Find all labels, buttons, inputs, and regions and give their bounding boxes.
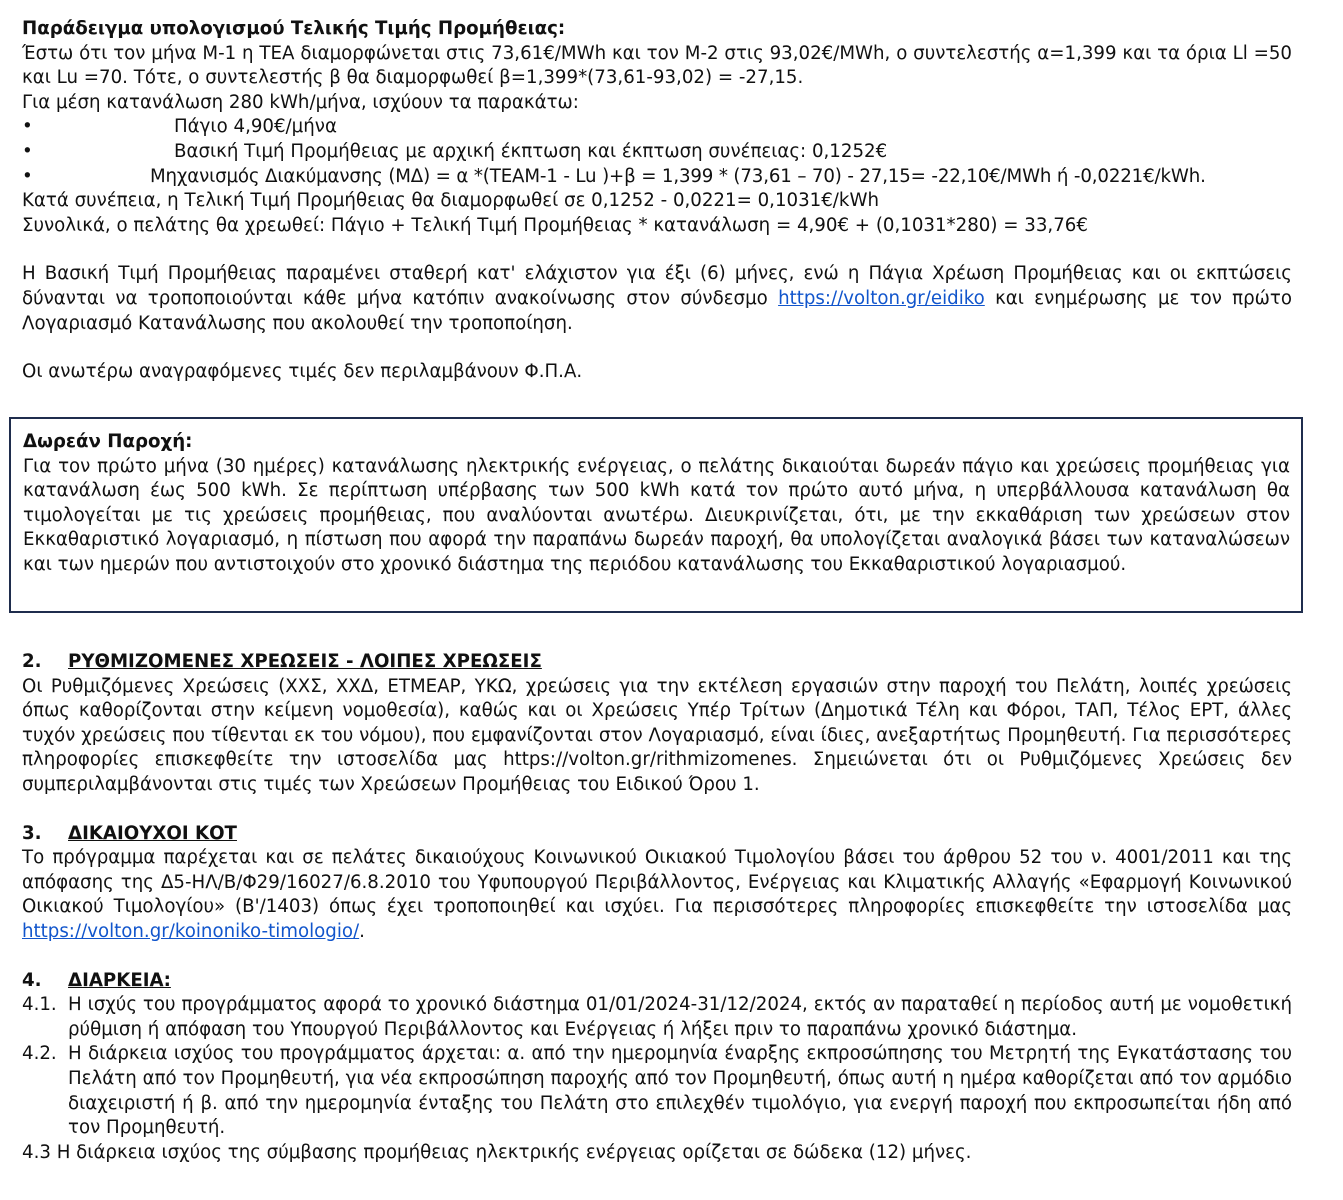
free-provision-text: Για τον πρώτο μήνα (30 ημέρες) κατανάλωσης ηλεκτρικής ενέργειας, ο πελάτης δικαιούται δωρεάν πάγιο και χρεώσεις προμήθειας για κατανάλωση έως 500 kWh. Σε περίπτωση υπέρβασης των 500 kWh κατά τον πρώτο αυτό μήνα, η υπερβάλλουσα κατανάλωση θα τιμολογείται με τις χρεώσεις προμήθειας, που αναλύονται ανωτέρω. Διευκρινίζεται, ότι, με την εκκαθάριση των χρεώσεων στον Εκκαθαριστικό λογαριασμό, η πίστωση που αφορά την παραπάνω δωρεάν παροχή, θα υπολογίζεται αναλογικά βάσει των καταναλώσεων και των ημερών που αντιστοιχούν στο χρονικό διάστημα της περιόδου κατανάλωσης του Εκκαθαριστικού λογαριασμού. <box>23 455 1290 575</box>
duration-item-text: Η ισχύς του προγράμματος αφορά το χρονικό διάστημα 01/01/2024-31/12/2024, εκτός αν παραταθεί η περίοδος αυτή με νομοθετική ρύθμιση ή απόφαση του Υπουργού Περιβάλλοντος και Ενέργειας ή λήξει πριν το παραπάνω χρονικό διάστημα. <box>68 994 1292 1040</box>
basic-price-text-after: και ενημέρωσης με τον πρώτο Λογαριασμό Κατανάλωσης που ακολουθεί την τροποποίηση. <box>22 287 1292 334</box>
section-3-body-after: . <box>359 920 365 942</box>
example-heading: Παράδειγμα υπολογισμού Τελικής Τιμής Προμήθειας: <box>22 18 566 39</box>
section-number: 4. <box>22 969 42 991</box>
example-result-total: Συνολικά, ο πελάτης θα χρεωθεί: Πάγιο + Τελική Τιμή Προμήθειας * κατανάλωση = 4,90€ + (0,1031*280) = 33,76€ <box>22 214 1088 236</box>
bullet-symbol: • <box>22 165 33 187</box>
basic-price-text: Η Βασική Τιμή Προμήθειας παραμένει σταθερή κατ' ελάχιστον για έξι (6) μήνες, ενώ η Πάγια Χρέωση Προμήθειας και οι εκπτώσεις δύνανται να τροποποιούνται κάθε μήνα κατόπιν ανακοίνωσης στον σύνδεσμο <box>22 263 1292 309</box>
bullet-item <box>22 115 1292 140</box>
section-3-body: Το πρόγραμμα παρέχεται και σε πελάτες δικαιούχους Κοινωνικού Οικιακού Τιμολογίου βάσει του άρθρου 52 του ν. 4001/2011 και της απόφασης της Δ5-ΗΛ/Β/Φ29/16027/6.8.2010 του Υφυπουργού Περιβάλλοντος, Ενέργειας και Κλιματικής Αλλαγής «Εφαρμογή Κοινωνικού Οικιακού Τιμολογίου» (Β'/1403) όπως έχει τροποποιηθεί και ισχύει. Για περισσότερες πληροφορίες επισκεφθείτε την ιστοσελίδα μας <box>22 847 1292 918</box>
bullet-item <box>22 165 1292 190</box>
section-label: ΔΙΚΑΙΟΥΧΟΙ ΚΟΤ <box>68 822 237 844</box>
koinoniko-timologio-link[interactable]: https://volton.gr/koinoniko-timologio/ <box>22 920 360 942</box>
section-2-text: Οι Ρυθμιζόμενες Χρεώσεις (ΧΧΣ, ΧΧΔ, ΕΤΜΕΑΡ, ΥΚΩ, χρεώσεις για την εκτέλεση εργασιών στην παροχή του Πελάτη, λοιπές χρεώσεις όπως καθορίζονται στην κείμενη νομοθεσία), καθώς και οι Χρεώσεις Υπέρ Τρίτων (Δημοτικά Τέλη και Φόροι, ΤΑΠ, Τέλος ΕΡΤ, άλλες τυχόν χρεώσεις που τίθενται εκ του νόμου), που εμφανίζονται στον Λογαριασμό, είναι ίδιες, ανεξαρτήτως Προμηθευτή. Για περισσότερες πληροφορίες επισκεφθείτε την ιστοσελίδα μας https://volton.gr/rithmizomenes. Σημειώνεται ότι οι Ρυθμιζόμενες Χρεώσεις δεν συμπεριλαμβάνονται στις τιμές των Χρεώσεων Προμήθειας του Ειδικού Όρου 1. <box>22 675 1292 795</box>
bullet-symbol: • <box>22 140 33 162</box>
duration-item-contract: 4.3 Η διάρκεια ισχύος της σύμβασης προμήθειας ηλεκτρικής ενέργειας ορίζεται σε δώδεκα (12) μήνες. <box>22 1141 972 1163</box>
duration-item-text: Η διάρκεια ισχύος του προγράμματος άρχεται: α. από την ημερομηνία έναρξης εκπροσώπησης του Μετρητή της Εγκατάστασης του Πελάτη από τον Προμηθευτή, για νέα εκπροσώπηση παροχής από τον Προμηθευτή, όπως αυτή η ημέρα καθορίζεται από τον αρμόδιο διαχειριστή ή β. από την ημερομηνία ένταξης του Πελάτη στο επιλεχθέν τιμολόγιο, για ενεργή παροχή που εκπροσωπείται ήδη από τον Προμηθευτή. <box>68 1043 1292 1139</box>
duration-item <box>22 993 1292 1042</box>
free-provision-box <box>9 417 1303 613</box>
duration-item-number: 4.1. <box>22 994 57 1016</box>
section-3-title <box>22 822 1292 847</box>
section-2-title <box>22 650 1292 675</box>
duration-item-number: 4.2. <box>22 1043 57 1065</box>
example-result-final-price: Κατά συνέπεια, η Τελική Τιμή Προμήθειας θα διαμορφωθεί σε 0,1252 - 0,0221= 0,1031€/kWh <box>22 190 879 212</box>
section-4-title <box>22 969 1292 994</box>
bullet-symbol: • <box>22 116 33 138</box>
example-paragraph: Έστω ότι τον μήνα Μ-1 η ΤΕΑ διαμορφώνεται στις 73,61€/MWh και τον Μ-2 στις 93,02€/MWh, ο συντελεστής α=1,399 και τα όρια Ll =50 και Lu =70. Τότε, ο συντελεστής β θα διαμορφωθεί β=1,399*(73,61-93,02) = -27,15. <box>22 42 1292 89</box>
basic-price-paragraph <box>22 262 1292 336</box>
sections-container <box>22 650 1292 1165</box>
section-label: ΔΙΑΡΚΕΙΑ: <box>68 969 171 991</box>
section-label: ΡΥΘΜΙΖΟΜΕΝΕΣ ΧΡΕΩΣΕΙΣ - ΛΟΙΠΕΣ ΧΡΕΩΣΕΙΣ <box>68 651 542 672</box>
example-intro: Για μέση κατανάλωση 280 kWh/μήνα, ισχύουν τα παρακάτω: <box>22 91 579 113</box>
section-number: 3. <box>22 822 42 844</box>
bullet-item <box>22 140 1292 165</box>
bullet-text-fixed-charge: Πάγιο 4,90€/μήνα <box>174 116 337 138</box>
bullet-text-basic-price: Βασική Τιμή Προμήθειας με αρχική έκπτωση και έκπτωση συνέπειας: 0,1252€ <box>174 140 888 162</box>
section-3-text <box>22 846 1292 944</box>
document-page <box>22 17 1292 385</box>
bullet-text-fluctuation: Μηχανισμός Διακύμανσης (ΜΔ) = α *(ΤΕΑΜ-1 - Lu )+β = 1,399 * (73,61 – 70) - 27,15= -22,10€/MWh ή -0,0221€/kWh. <box>150 165 1206 187</box>
vat-note: Οι ανωτέρω αναγραφόμενες τιμές δεν περιλαμβάνουν Φ.Π.Α. <box>22 361 583 383</box>
duration-item <box>22 1042 1292 1140</box>
free-provision-heading: Δωρεάν Παροχή: <box>23 431 193 452</box>
section-number: 2. <box>22 651 42 672</box>
eidiko-link[interactable]: https://volton.gr/eidiko <box>778 287 985 309</box>
